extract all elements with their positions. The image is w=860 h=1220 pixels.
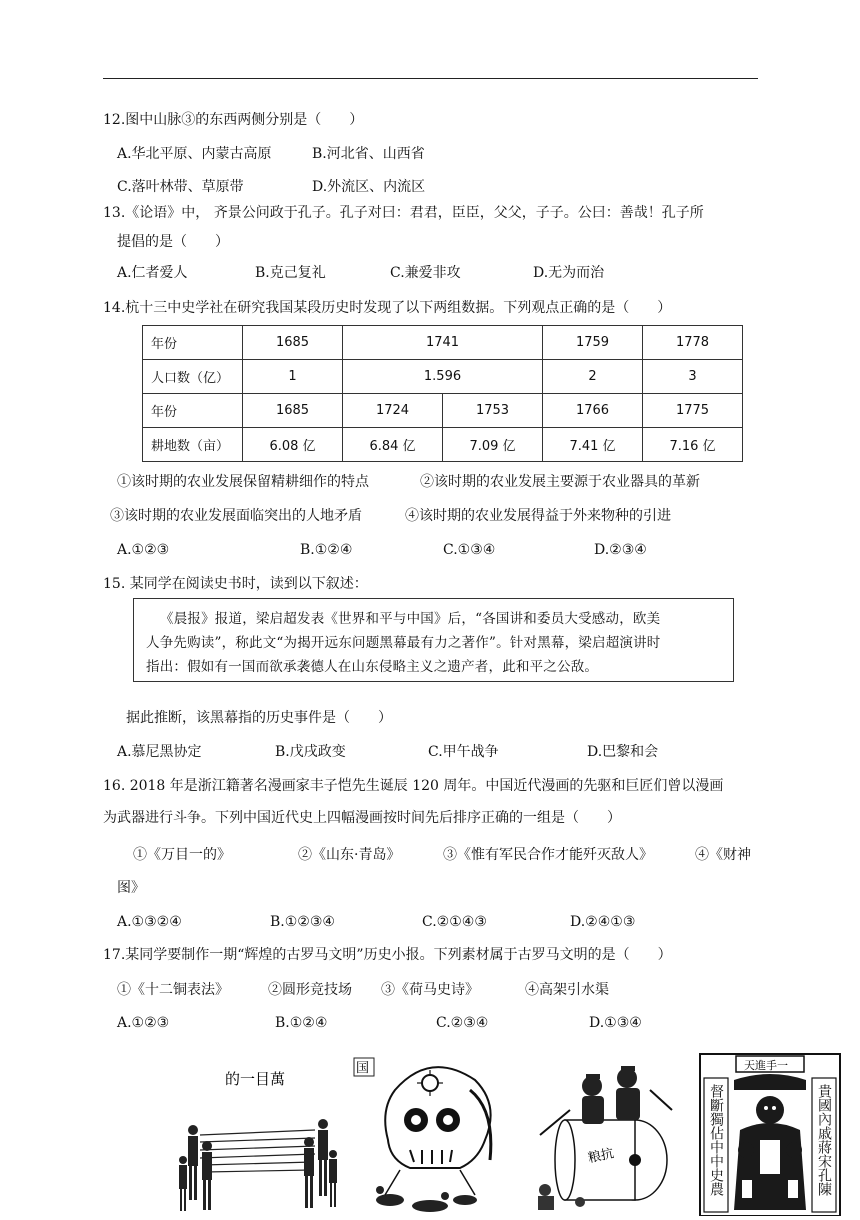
table-row	[143, 428, 743, 462]
q16-option-b: B.①②③④	[270, 914, 335, 930]
q17-option-c: C.②③④	[436, 1015, 489, 1031]
q13-stem-line2: 提倡的是（ ）	[117, 234, 229, 250]
table-label-year: 年份	[143, 394, 243, 428]
q17-item-4: ④高架引水渠	[525, 982, 609, 998]
q17-option-a: A.①②③	[117, 1015, 170, 1031]
quote-line: 人争先购读”，称此文“为揭开远东问题黑幕最有力之著作”。针对黑幕，梁启超演讲时	[146, 635, 661, 651]
table-cell: 1753	[443, 394, 543, 428]
table-cell: 1775	[643, 394, 743, 428]
table-cell: 1	[243, 360, 343, 394]
table-cell: 7.16 亿	[643, 428, 743, 462]
table-row	[143, 326, 743, 360]
table-cell: 6.84 亿	[343, 428, 443, 462]
q17-option-b: B.①②④	[275, 1015, 328, 1031]
table-label-year: 年份	[143, 326, 243, 360]
table-cell: 1724	[343, 394, 443, 428]
q15-follow: 据此推断，该黑幕指的历史事件是（ ）	[126, 710, 392, 726]
table-cell: 1766	[543, 394, 643, 428]
q14-option-d: D.②③④	[594, 542, 647, 558]
table-cell: 1759	[543, 326, 643, 360]
cartoon-god-of-wealth	[698, 1050, 842, 1216]
q17-item-1: ①《十二铜表法》	[117, 982, 229, 998]
q14-option-b: B.①②④	[300, 542, 353, 558]
q16-stem-line2: 为武器进行斗争。下列中国近代史上四幅漫画按时间先后排序正确的一组是（ ）	[103, 810, 621, 826]
q15-quote-box	[133, 598, 734, 682]
q14-option-c: C.①③④	[443, 542, 496, 558]
cartoon-crowd-drawing	[175, 1050, 340, 1216]
q12-option-a: A.华北平原、内蒙古高原	[117, 146, 272, 162]
q14-statement-2: ②该时期的农业发展主要源于农业器具的革新	[420, 474, 700, 490]
table-cell: 7.41 亿	[543, 428, 643, 462]
table-cell: 7.09 亿	[443, 428, 543, 462]
table-row	[143, 394, 743, 428]
q17-option-d: D.①③④	[589, 1015, 642, 1031]
q16-item-3: ③《惟有军民合作才能歼灭敌人》	[443, 847, 653, 863]
cartoon-wan-mu-yi-di	[175, 1050, 340, 1216]
cartoon-2-caption: 国	[356, 1061, 370, 1076]
q12-option-d: D.外流区、内流区	[312, 179, 426, 195]
cartoon-shrine-drawing	[698, 1050, 842, 1216]
q13-option-c: C.兼爱非攻	[390, 265, 461, 281]
table-cell: 1778	[643, 326, 743, 360]
table-cell: 3	[643, 360, 743, 394]
q15-option-c: C.甲午战争	[428, 744, 499, 760]
q17-stem: 17.某同学要制作一期“辉煌的古罗马文明”历史小报。下列素材属于古罗马文明的是（ ）	[103, 947, 672, 963]
q13-option-a: A.仁者爱人	[117, 265, 188, 281]
q12-option-c: C.落叶林带、草原带	[117, 179, 244, 195]
q16-option-c: C.②①④③	[422, 914, 487, 930]
q14-stem: 14.杭十三中史学社在研究我国某段历史时发现了以下两组数据。下列观点正确的是（ ）	[103, 300, 672, 316]
q16-option-a: A.①③②④	[117, 914, 182, 930]
table-label-population: 人口数（亿）	[143, 360, 243, 394]
cartoon-roller-drawing	[530, 1050, 680, 1216]
q17-item-2: ②圆形竞技场	[268, 982, 352, 998]
q16-item-1: ①《万目一的》	[133, 847, 231, 863]
population-land-table	[142, 325, 743, 462]
q14-statement-4: ④该时期的农业发展得益于外来物种的引进	[405, 508, 671, 524]
q15-option-d: D.巴黎和会	[587, 744, 659, 760]
cartoon-shandong-qingdao	[350, 1050, 510, 1216]
q13-option-d: D.无为而治	[533, 265, 605, 281]
cartoon-skull-drawing	[350, 1050, 510, 1216]
q14-statement-1: ①该时期的农业发展保留精耕细作的特点	[117, 474, 369, 490]
table-cell: 1685	[243, 326, 343, 360]
cartoon-1-caption: 的一目萬	[225, 1070, 286, 1088]
q15-option-a: A.慕尼黑协定	[117, 744, 202, 760]
table-cell: 6.08 亿	[243, 428, 343, 462]
q14-option-a: A.①②③	[117, 542, 170, 558]
q14-statement-3: ③该时期的农业发展面临突出的人地矛盾	[110, 508, 362, 524]
cartoon-4-left-couplet: 督斷獨佔中中史農	[708, 1084, 724, 1196]
q12-stem: 12.图中山脉③的东西两侧分别是（ ）	[103, 112, 364, 128]
q16-item-2: ②《山东·青岛》	[298, 847, 401, 863]
q12-option-b: B.河北省、山西省	[312, 146, 425, 162]
q15-stem: 15. 某同学在阅读史书时，读到以下叙述：	[103, 576, 368, 592]
cartoon-3-caption: 粮抗	[586, 1146, 616, 1167]
quote-line: 《晨报》报道，梁启超发表《世界和平与中国》后，“各国讲和委员大受感动，欧美	[160, 611, 661, 627]
table-cell: 1685	[243, 394, 343, 428]
q16-item-4-cont: 图》	[117, 880, 145, 896]
table-cell: 1.596	[343, 360, 543, 394]
table-label-land: 耕地数（亩）	[143, 428, 243, 462]
q16-stem-line1: 16. 2018 年是浙江籍著名漫画家丰子恺先生诞辰 120 周年。中国近代漫画的先驱和巨匠们曾以漫画	[103, 778, 724, 794]
q16-item-4: ④《财神	[695, 847, 751, 863]
q15-option-b: B.戊戌政变	[275, 744, 346, 760]
header-rule	[103, 78, 758, 79]
table-cell: 1741	[343, 326, 543, 360]
cartoon-4-right-couplet: 貴國內戚蔣宋孔陳	[816, 1084, 832, 1196]
table-cell: 2	[543, 360, 643, 394]
table-row	[143, 360, 743, 394]
q13-option-b: B.克己复礼	[255, 265, 326, 281]
q17-item-3: ③《荷马史诗》	[381, 982, 479, 998]
quote-line: 指出：假如有一国而欲承袭德人在山东侵略主义之遗产者，此和平之公敌。	[146, 659, 599, 675]
q13-stem-line1: 13.《论语》中， 齐景公问政于孔子。孔子对曰：君君，臣臣，父父，子子。公曰：善哉！孔子所	[103, 205, 704, 221]
cartoon-4-banner: 天進手一	[744, 1059, 788, 1072]
q16-option-d: D.②④①③	[570, 914, 636, 930]
cartoon-army-civilian-cooperation	[530, 1050, 680, 1216]
